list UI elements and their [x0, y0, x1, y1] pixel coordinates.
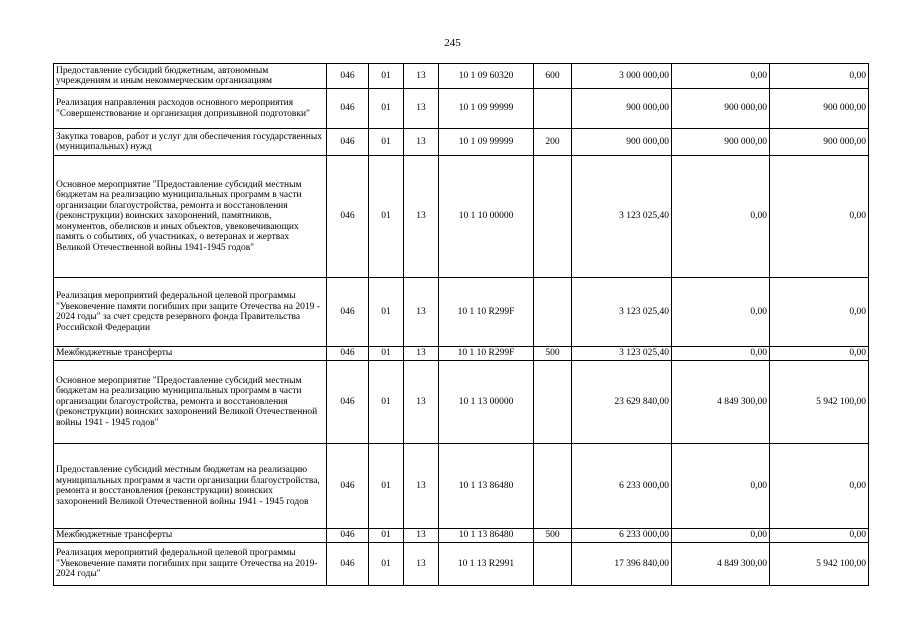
row-sum-1: 23 629 840,00	[572, 361, 672, 444]
row-name: Реализация мероприятий федеральной целевой программы "Увековечение памяти погибших при защите Отечества на 2019-2024 годы"	[54, 543, 327, 586]
row-sum-1: 6 233 000,00	[572, 529, 672, 543]
row-sum-2: 0,00	[672, 347, 770, 361]
row-sum-2: 4 849 300,00	[672, 361, 770, 444]
row-sum-3: 0,00	[770, 444, 869, 529]
row-sum-3: 5 942 100,00	[770, 543, 869, 586]
row-ved: 046	[327, 361, 369, 444]
row-ved: 046	[327, 278, 369, 347]
row-sum-1: 900 000,00	[572, 129, 672, 156]
row-sum-2: 0,00	[672, 529, 770, 543]
table-row	[54, 444, 869, 529]
row-name: Предоставление субсидий бюджетным, автономным учреждениям и иным некоммерческим организациям	[54, 64, 327, 89]
row-pr: 13	[404, 347, 439, 361]
row-ved: 046	[327, 156, 369, 278]
row-csr: 10 1 13 00000	[439, 361, 534, 444]
row-rz: 01	[369, 444, 404, 529]
row-ved: 046	[327, 89, 369, 129]
row-sum-2: 0,00	[672, 156, 770, 278]
row-csr: 10 1 13 R2991	[439, 543, 534, 586]
row-sum-2: 0,00	[672, 444, 770, 529]
row-rz: 01	[369, 129, 404, 156]
row-sum-1: 3 123 025,40	[572, 278, 672, 347]
table-row	[54, 129, 869, 156]
row-sum-2: 900 000,00	[672, 89, 770, 129]
budget-table	[53, 63, 869, 586]
row-sum-1: 6 233 000,00	[572, 444, 672, 529]
row-vr	[534, 156, 572, 278]
row-pr: 13	[404, 89, 439, 129]
row-name: Закупка товаров, работ и услуг для обеспечения государственных (муниципальных) нужд	[54, 129, 327, 156]
row-ved: 046	[327, 543, 369, 586]
row-vr: 200	[534, 129, 572, 156]
row-name: Реализация направления расходов основного мероприятия "Совершенствование и организация допризывной подготовки"	[54, 89, 327, 129]
row-ved: 046	[327, 347, 369, 361]
table-row	[54, 278, 869, 347]
row-pr: 13	[404, 444, 439, 529]
row-rz: 01	[369, 64, 404, 89]
row-vr	[534, 543, 572, 586]
row-rz: 01	[369, 529, 404, 543]
row-sum-1: 3 123 025,40	[572, 156, 672, 278]
row-name: Межбюджетные трансферты	[54, 347, 327, 361]
row-sum-3: 0,00	[770, 529, 869, 543]
row-name: Предоставление субсидий местным бюджетам на реализацию муниципальных программ в части организации благоустройства, ремонта и восстановления (реконструкции) воинских захоронений Великой Отечественной войны 1941 - 1945 годов	[54, 444, 327, 529]
row-csr: 10 1 09 60320	[439, 64, 534, 89]
row-csr: 10 1 13 86480	[439, 529, 534, 543]
row-vr: 500	[534, 529, 572, 543]
row-name: Межбюджетные трансферты	[54, 529, 327, 543]
table-row	[54, 361, 869, 444]
row-sum-2: 0,00	[672, 64, 770, 89]
row-pr: 13	[404, 156, 439, 278]
row-sum-3: 0,00	[770, 347, 869, 361]
row-sum-3: 0,00	[770, 64, 869, 89]
row-name: Основное мероприятие "Предоставление субсидий местным бюджетам на реализацию муниципальных программ в части организации благоустройства, ремонта и восстановления (реконструкции) воинских захоронений Великой Отечественной войны 1941 - 1945 годов"	[54, 361, 327, 444]
page-number: 245	[444, 37, 461, 49]
row-pr: 13	[404, 543, 439, 586]
row-sum-3: 5 942 100,00	[770, 361, 869, 444]
table-row	[54, 156, 869, 278]
row-csr: 10 1 10 R299F	[439, 278, 534, 347]
row-vr	[534, 89, 572, 129]
row-csr: 10 1 09 99999	[439, 129, 534, 156]
row-ved: 046	[327, 129, 369, 156]
row-pr: 13	[404, 361, 439, 444]
table-row	[54, 64, 869, 89]
row-pr: 13	[404, 278, 439, 347]
row-rz: 01	[369, 156, 404, 278]
row-vr	[534, 444, 572, 529]
row-sum-1: 17 396 840,00	[572, 543, 672, 586]
row-csr: 10 1 09 99999	[439, 89, 534, 129]
row-sum-2: 0,00	[672, 278, 770, 347]
row-rz: 01	[369, 278, 404, 347]
row-sum-1: 900 000,00	[572, 89, 672, 129]
row-vr	[534, 361, 572, 444]
table-row	[54, 347, 869, 361]
row-csr: 10 1 10 00000	[439, 156, 534, 278]
row-name: Реализация мероприятий федеральной целевой программы "Увековечение памяти погибших при защите Отечества на 2019 - 2024 годы" за счет средств резервного фонда Правительства Российской Федерации	[54, 278, 327, 347]
row-sum-3: 0,00	[770, 278, 869, 347]
row-rz: 01	[369, 347, 404, 361]
row-sum-2: 4 849 300,00	[672, 543, 770, 586]
row-sum-3: 0,00	[770, 156, 869, 278]
row-ved: 046	[327, 64, 369, 89]
row-vr: 600	[534, 64, 572, 89]
row-sum-1: 3 000 000,00	[572, 64, 672, 89]
row-sum-2: 900 000,00	[672, 129, 770, 156]
row-sum-1: 3 123 025,40	[572, 347, 672, 361]
row-rz: 01	[369, 89, 404, 129]
row-name: Основное мероприятие "Предоставление субсидий местным бюджетам на реализацию муниципальных программ в части организации благоустройства, ремонта и восстановления (реконструкции) воинских захоронений, памятников, монументов, обелисков и иных объектов, увековечивающих память о событиях, об участниках, о ветеранах и жертвах Великой Отечественной войны 1941-1945 годов"	[54, 156, 327, 278]
row-sum-3: 900 000,00	[770, 129, 869, 156]
row-pr: 13	[404, 529, 439, 543]
row-sum-3: 900 000,00	[770, 89, 869, 129]
row-pr: 13	[404, 129, 439, 156]
row-ved: 046	[327, 529, 369, 543]
table-row	[54, 543, 869, 586]
row-vr: 500	[534, 347, 572, 361]
row-vr	[534, 278, 572, 347]
table-row	[54, 89, 869, 129]
row-pr: 13	[404, 64, 439, 89]
row-rz: 01	[369, 361, 404, 444]
row-ved: 046	[327, 444, 369, 529]
row-csr: 10 1 13 86480	[439, 444, 534, 529]
row-csr: 10 1 10 R299F	[439, 347, 534, 361]
table-row	[54, 529, 869, 543]
row-rz: 01	[369, 543, 404, 586]
